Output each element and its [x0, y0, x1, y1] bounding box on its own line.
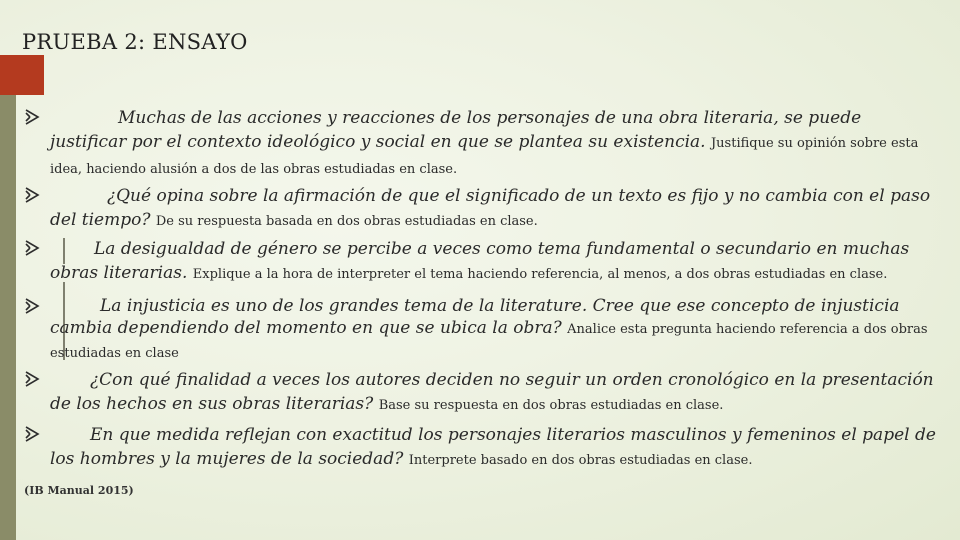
instruction-text: Interprete basado en dos obras estudiadas en clase. — [408, 453, 753, 468]
list-item — [50, 368, 938, 418]
instruction-text: Justifique su opinión sobre esta idea, haciendo alusión a dos de las obras estudiadas en clase. — [50, 136, 919, 177]
arrow-bullet-icon — [23, 370, 41, 388]
question-text: ¿Con qué finalidad a veces los autores deciden no seguir un orden cronológico en la presentación de los hechos en sus obras literarias? — [50, 370, 934, 414]
list-item — [50, 237, 938, 287]
source-citation: (IB Manual 2015) — [24, 484, 134, 497]
list-item — [50, 184, 938, 234]
arrow-bullet-icon — [23, 297, 41, 315]
list-item — [50, 295, 938, 365]
instruction-text: Explique a la hora de interpreter el tema haciendo referencia, al menos, a dos obras estudiadas en clase. — [192, 267, 888, 282]
list-item — [50, 423, 938, 473]
question-text: En que medida reflejan con exactitud los personajes literarios masculinos y femeninos el papel de los hombres y la mujeres de la sociedad? — [50, 425, 936, 469]
question-text: ¿Qué opina sobre la afirmación de que el significado de un texto es fijo y no cambia con el paso del tiempo? — [50, 186, 931, 230]
arrow-bullet-icon — [23, 186, 41, 204]
instruction-text: Base su respuesta en dos obras estudiadas en clase. — [378, 398, 724, 413]
question-text: La desigualdad de género se percibe a veces como tema fundamental o secundario en muchas obras literarias. — [50, 239, 910, 283]
slide-title: PRUEBA 2: ENSAYO — [22, 30, 248, 54]
question-text: Muchas de las acciones y reacciones de los personajes de una obra literaria, se puede justificar por el contexto ideológico y social en que se plantea su existencia. — [50, 108, 862, 152]
instruction-text: De su respuesta basada en dos obras estudiadas en clase. — [155, 214, 538, 229]
left-decorative-bar — [0, 55, 16, 540]
list-item — [50, 106, 938, 182]
arrow-bullet-icon — [23, 425, 41, 443]
arrow-bullet-icon — [23, 239, 41, 257]
arrow-bullet-icon — [23, 108, 41, 126]
red-accent-block — [0, 55, 44, 95]
question-text: La injusticia es uno de los grandes tema de la literature. Cree que ese concepto de injusticia cambia dependiendo del momento en que se ubica la obra? — [50, 296, 900, 338]
instruction-text: Analice esta pregunta haciendo referencia a dos obras estudiadas en clase — [50, 322, 928, 361]
